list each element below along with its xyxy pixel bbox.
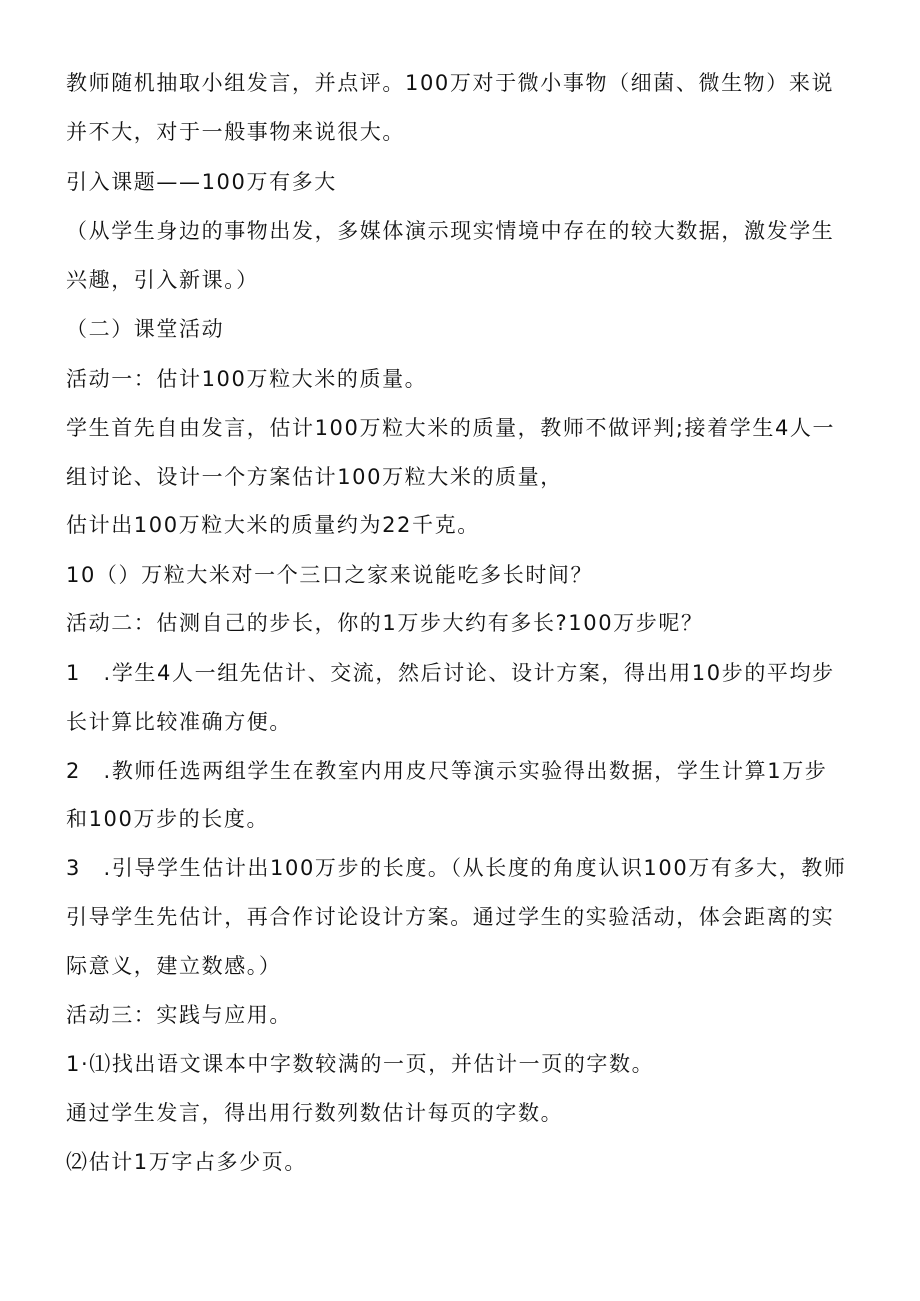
list-item: 3 .引导学生估计出100万步的长度。（从长度的角度认识100万有多大，教师 xyxy=(66,856,847,880)
paragraph-line: 组讨论、设计一个方案估计100万粒大米的质量， xyxy=(66,465,563,489)
list-item: 2 .教师任选两组学生在教室内用皮尺等演示实验得出数据，学生计算1万步 xyxy=(66,759,828,783)
activity-heading: 活动三：实践与应用。 xyxy=(66,1003,292,1027)
activity-heading: 活动二：估测自己的步长，你的1万步大约有多长?100万步呢？ xyxy=(66,611,704,635)
section-heading: （二）课堂活动 xyxy=(66,317,225,341)
list-item: 1 .学生4人一组先估计、交流，然后讨论、设计方案，得出用10步的平均步 xyxy=(66,661,835,685)
paragraph-line: （从学生身边的事物出发，多媒体演示现实情境中存在的较大数据，激发学生 xyxy=(66,219,835,243)
paragraph-line: 和100万步的长度。 xyxy=(66,807,270,831)
paragraph-line: 通过学生发言，得出用行数列数估计每页的字数。 xyxy=(66,1101,564,1125)
paragraph-line: 10（）万粒大米对一个三口之家来说能吃多长时间？ xyxy=(66,563,594,587)
paragraph-line: 学生首先自由发言，估计100万粒大米的质量，教师不做评判;接着学生4人一 xyxy=(66,416,836,440)
paragraph-line: 际意义，建立数感。） xyxy=(66,954,282,978)
paragraph-line: 长计算比较准确方便。 xyxy=(66,710,292,734)
list-item: 1·⑴找出语文课本中字数较满的一页，并估计一页的字数。 xyxy=(66,1052,655,1076)
paragraph-line: 引入课题——100万有多大 xyxy=(66,170,337,194)
list-item: ⑵估计1万字占多少页。 xyxy=(66,1150,307,1174)
paragraph-line: 教师随机抽取小组发言，并点评。100万对于微小事物（细菌、微生物）来说 xyxy=(66,71,835,95)
paragraph-line: 并不大，对于一般事物来说很大。 xyxy=(66,120,405,144)
paragraph-line: 引导学生先估计，再合作讨论设计方案。通过学生的实验活动，体会距离的实 xyxy=(66,905,835,929)
activity-heading: 活动一：估计100万粒大米的质量。 xyxy=(66,367,428,391)
paragraph-line: 兴趣，引入新课。） xyxy=(66,268,259,292)
paragraph-line: 估计出100万粒大米的质量约为22千克。 xyxy=(66,513,480,537)
